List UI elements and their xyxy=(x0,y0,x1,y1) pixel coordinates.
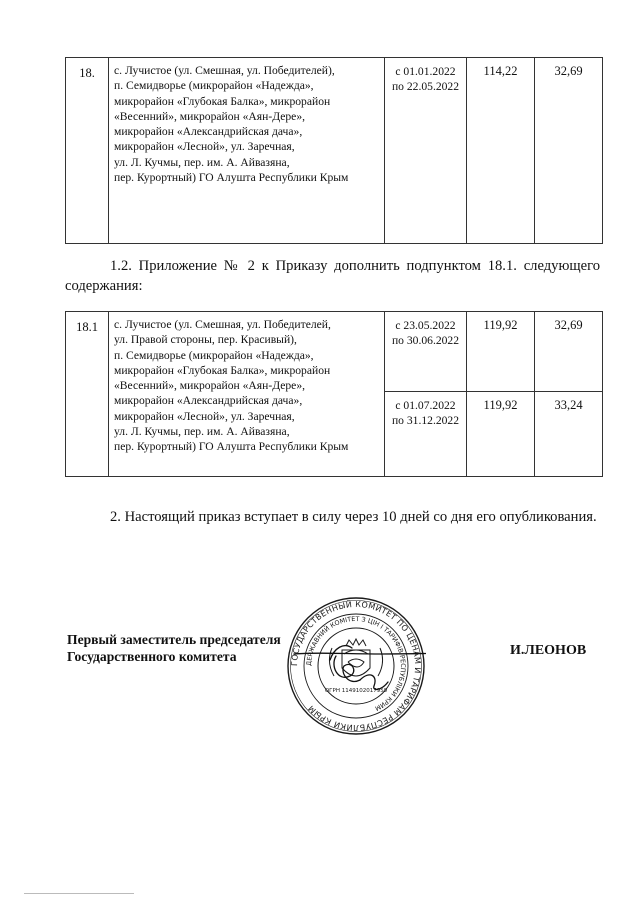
address-line: «Весенний», микрорайон «Аян-Дере», xyxy=(114,379,306,393)
value-cell-2: 32,69 xyxy=(535,58,603,244)
value-cell-2: 32,69 xyxy=(535,312,603,392)
address-line: с. Лучистое (ул. Смешная, ул. Победителей, xyxy=(114,318,331,331)
period-to: по 22.05.2022 xyxy=(391,80,460,93)
value-cell-1: 119,92 xyxy=(467,312,535,392)
period-cell xyxy=(385,58,467,244)
signatory-title-line-2: Государственного комитета xyxy=(67,649,237,664)
address-line: ул. Л. Кучмы, пер. им. А. Айвазяна, xyxy=(114,155,290,169)
address-cell xyxy=(109,58,385,244)
period-to: по 30.06.2022 xyxy=(391,334,460,347)
address-line: микрорайон «Лесной», ул. Заречная, xyxy=(114,409,295,423)
tariff-table-1 xyxy=(65,57,603,244)
svg-text:ДЕРЖАВНИЙ КОМІТЕТ З ЦІН І ТАРИ xyxy=(305,615,407,713)
address-line: п. Семидворье (микрорайон «Надежда», xyxy=(114,79,314,93)
address-line: микрорайон «Глубокая Балка», микрорайон xyxy=(114,94,331,108)
period-from: с 01.07.2022 xyxy=(395,399,456,412)
period-cell xyxy=(385,312,467,392)
table-row xyxy=(66,312,603,392)
period-from: с 23.05.2022 xyxy=(395,319,456,332)
address-line: пер. Курортный) ГО Алушта Республики Крым xyxy=(114,440,349,454)
address-line: с. Лучистое (ул. Смешная, ул. Победителей), xyxy=(114,64,335,77)
address-line: ул. Л. Кучмы, пер. им. А. Айвазяна, xyxy=(114,425,290,439)
seal-inner-text: ДЕРЖАВНИЙ КОМІТЕТ З ЦІН І ТАРИФІВ РЕСПУБЛІКИ КРИМ xyxy=(304,614,408,713)
address-line: «Весенний», микрорайон «Аян-Дере», xyxy=(114,109,306,123)
period-from: с 01.01.2022 xyxy=(395,65,456,78)
signatory-title-line-1: Первый заместитель председателя xyxy=(67,632,281,647)
period-cell xyxy=(385,392,467,477)
paragraph-1-2: 1.2. Приложение № 2 к Приказу дополнить подпунктом 18.1. следующего содержания: xyxy=(65,258,600,294)
period-to: по 31.12.2022 xyxy=(391,414,460,427)
table-row xyxy=(66,58,603,244)
row-number: 18. xyxy=(66,58,109,244)
emblem-icon xyxy=(329,639,382,676)
tariff-table-2 xyxy=(65,311,603,477)
address-line: микрорайон «Александрийская дача», xyxy=(114,394,303,408)
address-line: микрорайон «Глубокая Балка», микрорайон xyxy=(114,363,331,377)
official-seal-icon xyxy=(286,596,426,736)
address-line: микрорайон «Лесной», ул. Заречная, xyxy=(114,140,295,154)
seal-code: ОГРН 1149102017959 xyxy=(324,688,388,694)
seal-outer-text: ГОСУДАРСТВЕННЫЙ КОМИТЕТ ПО ЦЕНАМ И ТАРИФАМ РЕСПУБЛИКИ КРЫМ xyxy=(289,599,423,733)
address-line: пер. Курортный) ГО Алушта Республики Крым xyxy=(114,171,349,185)
address-line: п. Семидворье (микрорайон «Надежда», xyxy=(114,348,314,362)
address-line: ул. Правой стороны, пер. Красивый), xyxy=(114,333,297,347)
row-number: 18.1 xyxy=(66,312,109,477)
value-cell-1: 114,22 xyxy=(467,58,535,244)
value-cell-2: 33,24 xyxy=(535,392,603,477)
value-cell-1: 119,92 xyxy=(467,392,535,477)
address-cell xyxy=(109,312,385,477)
signatory-name: И.ЛЕОНОВ xyxy=(510,643,587,658)
page-footer-mark xyxy=(24,893,134,894)
address-line: микрорайон «Александрийская дача», xyxy=(114,125,303,139)
paragraph-2: 2. Настоящий приказ вступает в силу через 10 дней со дня его опубликования. xyxy=(110,509,597,525)
